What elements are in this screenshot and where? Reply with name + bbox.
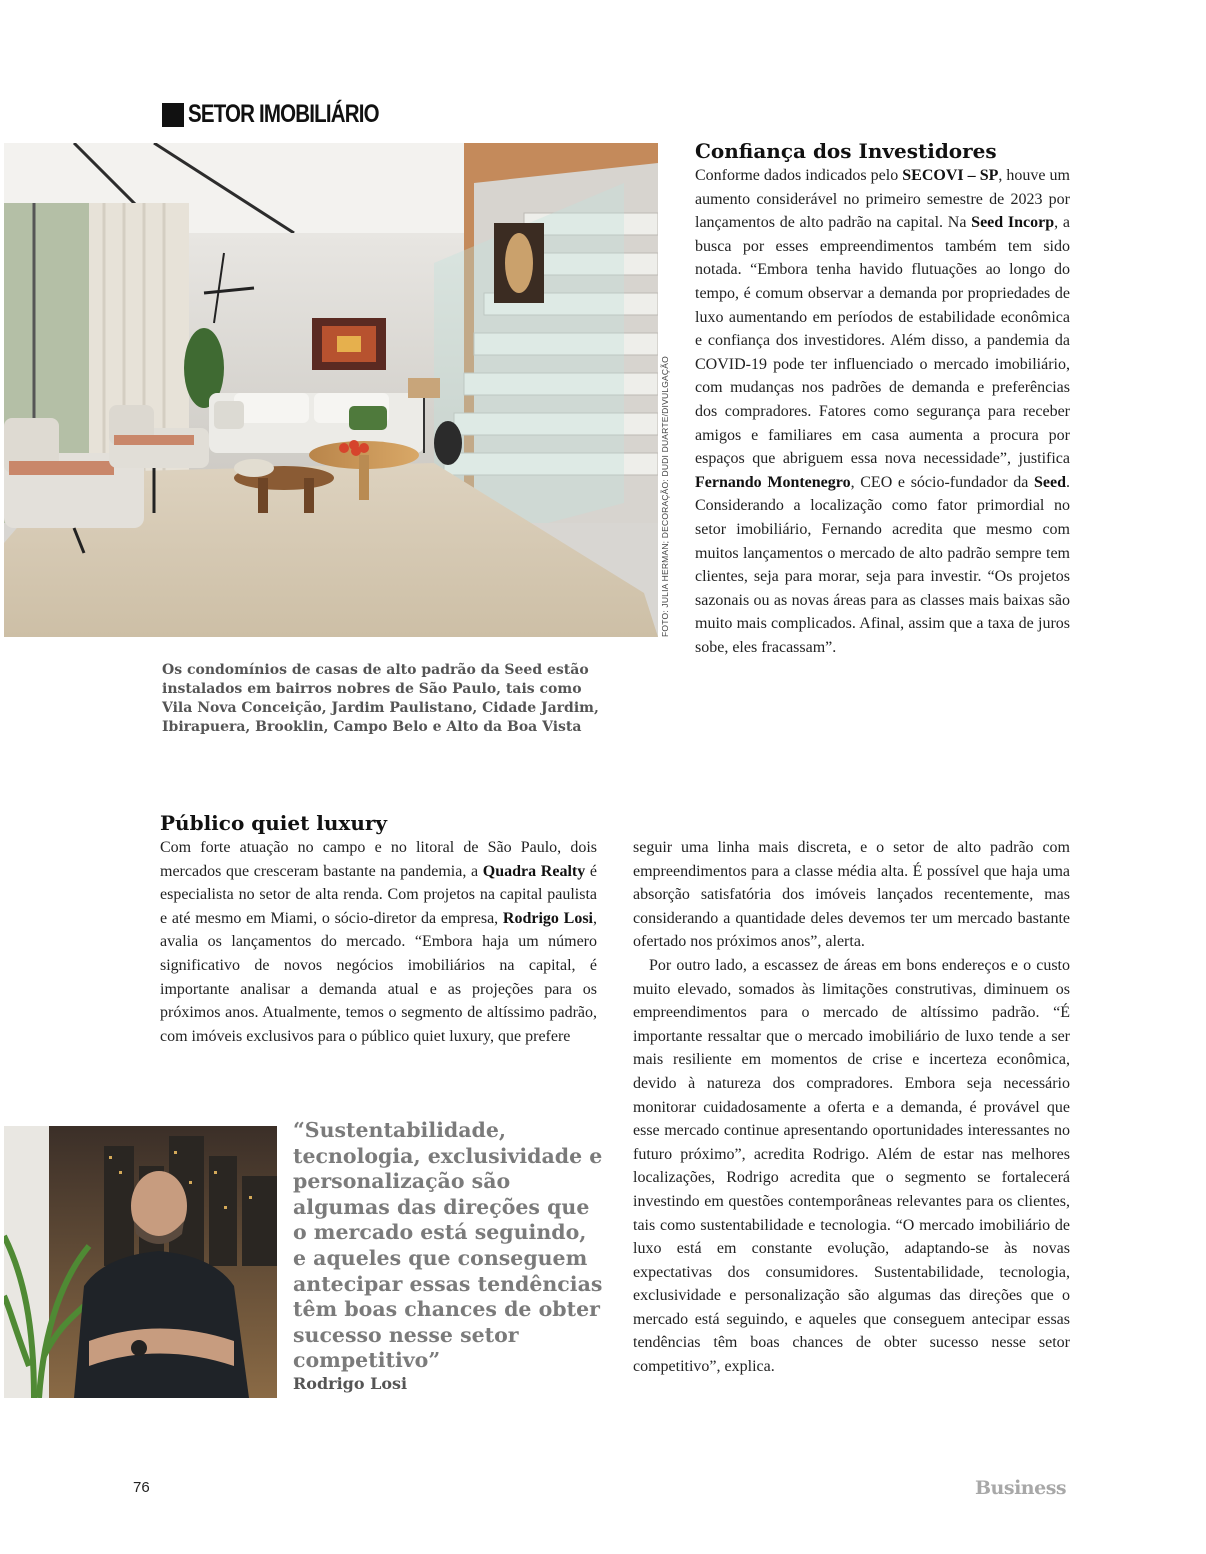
section2-col2: [633, 836, 1070, 1379]
body-text: . Considerando a localização como fator primordial no setor imobiliário, Fernando acredita que mesmo com muitos lançamentos o mercado de alto padrão sempre tem clientes, seja para morar, seja para investir. “Os projetos sazonais ou as novas áreas para as classes mais baixas são muito mais complicados. Afinal, assim que a taxa de juros sobe, eles fracassam”.: [695, 473, 1071, 656]
bold-text: SECOVI – SP: [902, 167, 999, 184]
section-square-icon: [162, 103, 184, 127]
body-text: é especialista no setor de alta renda. Com projetos na capital paulista e até mesmo em Miami, o sócio-diretor da empresa,: [160, 862, 597, 927]
photo-caption: Os condomínios de casas de alto padrão da Seed estão instalados em bairros nobres de São Paulo, tais como Vila Nova Conceição, Jardim Paulistano, Cidade Jardim, Ibirapuera, Brooklin, Campo Belo e Alto da Boa Vista: [162, 662, 599, 735]
section-label: SETOR IMOBILIÁRIO: [188, 100, 379, 128]
pull-quote-author: Rodrigo Losi: [293, 1374, 408, 1393]
body-text: Com forte atuação no campo e no litoral de São Paulo, dois mercados que cresceram bastante na pandemia, a: [160, 839, 597, 880]
body-text: , a busca por esses empreendimentos também tem sido notada. “Embora tenha havido flutuações ao longo do tempo, é comum observar a demanda por propriedades de luxo aumentando em períodos de estabilidade econômica e confiança dos investidores. Além disso, a pandemia da COVID-19 pode ter influenciado o mercado imobiliário, com mudanças nos padrões de demanda e preferências dos compradores. Fatores como segurança para receber amigos e familiares em casa aumenta a procura por espaços que abriguem essa nova necessidade”, justifica: [695, 214, 1070, 468]
section1-title: Confiança dos Investidores: [695, 139, 997, 163]
bold-text: Quadra Realty: [482, 862, 586, 880]
body-text: , CEO e sócio-fundador da: [850, 473, 1035, 491]
magazine-brand-logo: Business: [975, 1477, 1067, 1499]
photo-credit: [658, 356, 674, 637]
bold-text: Seed: [1034, 473, 1067, 491]
bold-text: Rodrigo Losi: [502, 909, 593, 927]
section1-paragraph: [695, 164, 1070, 659]
section1-body: [695, 164, 1070, 659]
page-number: 76: [133, 1479, 150, 1496]
section2-col1: [160, 836, 597, 1048]
section2-col2-paragraph1: seguir uma linha mais discreta, e o setor de alto padrão com empreendimentos para a classe média alta. É possível que haja uma absorção satisfatória dos imóveis lançados recentemente, mas considerando a quantidade deles devemos ter um mercado bastante ofertado nos próximos anos”, alerta.: [633, 839, 1070, 951]
portrait-illustration: [4, 1126, 277, 1398]
living-room-illustration: [4, 143, 658, 637]
section2-col2-paragraph2: Por outro lado, a escassez de áreas em bons endereços e o custo muito elevado, somados às limitações construtivas, diminuem os empreendimentos para o mercado de altíssimo padrão. “É importante ressaltar que o mercado imobiliário de luxo tende a ser mais resiliente em momentos de crise e incerteza econômica, devido à natureza dos compradores. Embora seja necessário monitorar cuidadosamente a oferta e a demanda, é provável que esse mercado continue apresentando oportunidades interessantes no futuro próximo”, acredita Rodrigo. Além de estar nas melhores localizações, Rodrigo acredita que o segmento se fortalecerá investindo em questões contemporâneas relevantes para os clientes, tais como sustentabilidade e tecnologia. “O mercado imobiliário de luxo está em constante evolução, adaptando-se às novas expectativas dos consumidores. Sustentabilidade, tecnologia, exclusividade e personalização são algumas das direções que o mercado está seguindo, e aqueles que conseguem antecipar essas tendências têm boas chances de obter sucesso nesse setor competitivo”, explica.: [633, 956, 1070, 1376]
photo-credit-text: FOTO: JULIA HERMAN; DECORAÇÃO: DUDI DUARTE/DIVULGAÇÃO: [660, 356, 670, 637]
body-text: Conforme dados indicados pelo: [695, 167, 903, 184]
living-room-photo: [4, 143, 658, 637]
section2-title: Público quiet luxury: [160, 811, 388, 835]
pull-quote: “Sustentabilidade, tecnologia, exclusividade e personalização são algumas das direções que o mercado está seguindo, e aqueles que conseguem antecipar essas tendências têm boas chances de obter sucesso nesse setor competitivo”: [293, 1118, 603, 1373]
body-text: , houve um aumento considerável no primeiro semestre de 2023 por lançamentos de alto padrão na capital. Na: [695, 167, 1070, 232]
bold-text: Seed Incorp: [971, 214, 1055, 232]
section-tag: [162, 100, 421, 129]
portrait-photo: [4, 1126, 277, 1398]
body-text: , avalia os lançamentos do mercado. “Embora haja um número significativo de novos negócios imobiliários na capital, é importante analisar a demanda atual e as projeções para os próximos anos. Atualmente, temos o segmento de altíssimo padrão, com imóveis exclusivos para o público quiet luxury, que prefere: [160, 909, 597, 1045]
section2-col1-paragraph: [160, 836, 597, 1048]
bold-text: Fernando Montenegro: [695, 473, 851, 491]
